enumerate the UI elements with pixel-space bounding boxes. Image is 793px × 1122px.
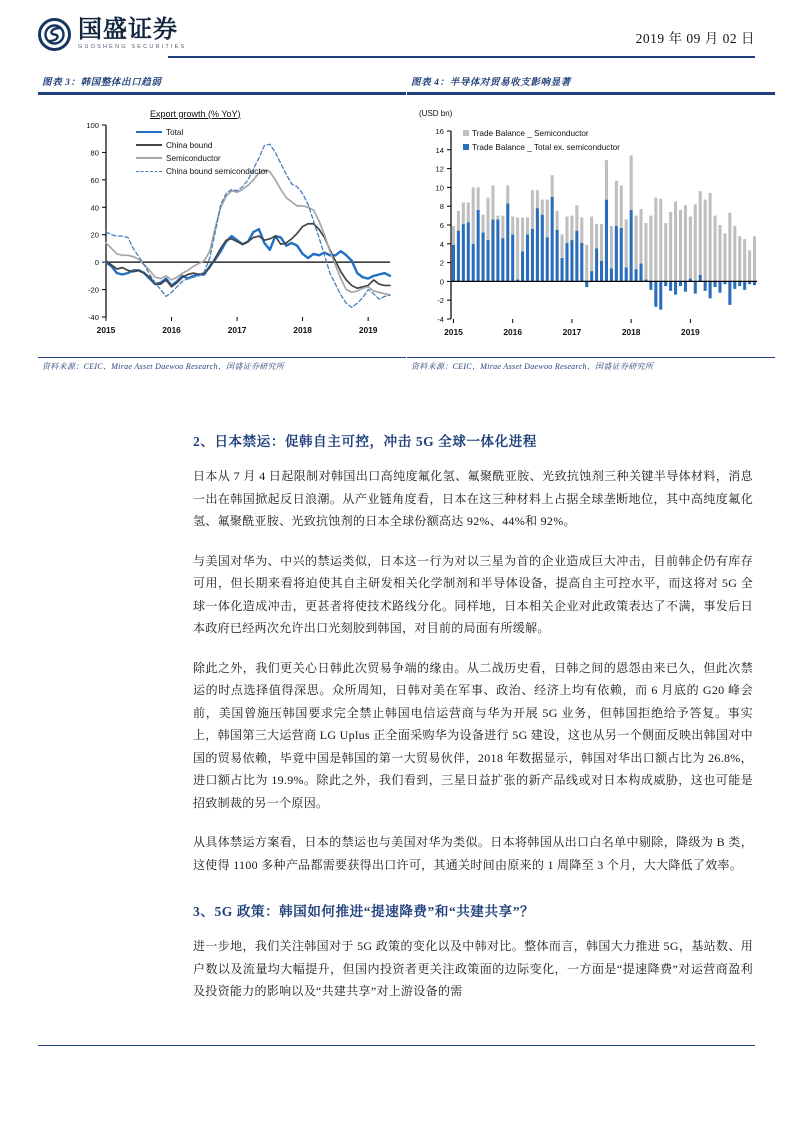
svg-text:2016: 2016 [503, 326, 523, 337]
legend-item-china-bound [136, 141, 212, 150]
logo-english-name: GUOSHENG SECURITIES [78, 44, 187, 50]
exhibit-3 [38, 74, 406, 372]
svg-text:40: 40 [90, 202, 99, 212]
logo-text-block [78, 18, 186, 51]
svg-text:-40: -40 [88, 312, 99, 322]
svg-text:20: 20 [90, 230, 99, 240]
svg-text:2017: 2017 [562, 326, 582, 337]
section-3-paragraph-1: 进一步地，我们关注韩国对于 5G 政策的变化以及中韩对比。整体而言，韩国大力推进 5G，基站数、用户数以及流量均大幅提升，但国内投资者更关注政策面的边际变化，一方面是“提速降费”对运营商盈利及投资能力的影响以及“共建共享”对上游设备的需 [193, 939, 753, 998]
svg-text:0: 0 [439, 276, 444, 286]
legend-label-total: Total [166, 127, 184, 137]
svg-text:-20: -20 [88, 285, 99, 295]
svg-text:2018: 2018 [621, 326, 641, 337]
svg-text:-4: -4 [437, 314, 444, 324]
company-logo [38, 18, 186, 51]
guosheng-logo-icon [38, 18, 71, 51]
svg-text:2019: 2019 [358, 324, 378, 335]
header-divider [168, 56, 755, 58]
section-2-paragraph-1: 日本从 7 月 4 日起限制对韩国出口高纯度氟化氢、氟聚酰亚胺、光致抗蚀剂三种关键半导体材料，消息一出在韩国掀起反日浪潮。从产业链角度看，日本在这三种材料上占据全球垄断地位，其中高纯度氟化氢、氟聚酰亚胺、光致抗蚀剂的日本全球份额高达 92%、44%和 92%。 [193, 469, 753, 528]
section-2-paragraph-3: 除此之外，我们更关心日韩此次贸易争端的缘由。从二战历史看，日韩之间的恩怨由来已久，但此次禁运的时点选择值得深思。众所周知，日韩对美在军事、政治、经济上均有依赖，而 6 月底的 G20 峰会前，美国曾施压韩国要求完全禁止韩国电信运营商与华为开展 5G 业务，但韩国拒绝给予答复。事实上，韩国第三大运营商 LG Uplus 正全面采购华为设备进行 5G 建设，这也从另一个侧面反映出韩国对中国的贸易依赖，毕竟中国是韩国的第一大贸易伙伴，2018 年数据显示，韩国对华出口额占比为 26.8%，进口额占比为 19.9%。除此之外，我们看到，三星日益扩张的新产品线或对日本构成威胁，这也可能是招致制裁的另一个原因。 [193, 660, 753, 810]
legend-swatch-total [136, 131, 162, 133]
exhibit-3-caption: 图表 3：韩国整体出口趋弱 [42, 78, 162, 88]
svg-text:60: 60 [90, 175, 99, 185]
svg-text:2: 2 [439, 258, 444, 268]
section-2-heading: 2、日本禁运：促韩自主可控，冲击 5G 全球一体化进程 [193, 434, 537, 449]
svg-text:8: 8 [439, 201, 444, 211]
legend-label-china-bound-semiconductor: China bound semiconductor [166, 166, 268, 176]
legend-swatch-semiconductor [136, 157, 162, 159]
report-date: 2019 年 09 月 02 日 [635, 31, 755, 46]
exhibit-3-chart [38, 95, 406, 357]
logo-chinese-name: 国盛证券 [78, 17, 178, 43]
legend-item-china-bound-semiconductor [136, 167, 268, 176]
legend-label-trade-balance-total-ex-semiconductor: Trade Balance _ Total ex. semiconductor [472, 142, 620, 152]
bar-chart-unit-label: (USD bn) [419, 108, 453, 118]
svg-text:2017: 2017 [227, 324, 247, 335]
svg-text:80: 80 [90, 147, 99, 157]
legend-item-semiconductor [136, 154, 221, 163]
svg-text:12: 12 [435, 164, 444, 174]
svg-text:2015: 2015 [96, 324, 116, 335]
article-body [193, 432, 753, 1020]
page-header [0, 0, 793, 68]
legend-swatch-trade-balance-semiconductor [463, 130, 469, 136]
svg-text:100: 100 [86, 120, 99, 130]
legend-item-trade-balance-total-ex-semiconductor [463, 143, 620, 152]
svg-text:14: 14 [435, 145, 444, 155]
svg-text:10: 10 [435, 182, 444, 192]
section-2-paragraph-4: 从具体禁运方案看，日本的禁运也与美国对华为类似。日本将韩国从出口白名单中剔除，降级为 B 类，这使得 1100 多种产品都需要获得出口许可，其通关时间由原来的 1 周降至 3 个月，大大降低了效率。 [193, 835, 753, 872]
svg-text:2018: 2018 [293, 324, 312, 335]
legend-item-total [136, 128, 183, 137]
svg-text:2015: 2015 [444, 326, 463, 337]
legend-swatch-china-bound [136, 144, 162, 146]
svg-text:4: 4 [439, 239, 444, 249]
svg-text:-2: -2 [437, 295, 444, 305]
exhibit-4 [407, 74, 775, 372]
exhibit-4-source: 资料来源：CEIC、Mirae Asset Daewoo Research、国盛证券研究所 [411, 362, 654, 372]
legend-label-trade-balance-semiconductor: Trade Balance _ Semiconductor [472, 128, 589, 138]
exhibit-4-caption: 图表 4：半导体对贸易收支影响显著 [411, 78, 571, 88]
line-chart-canvas [38, 95, 406, 357]
section-3-heading: 3、5G 政策：韩国如何推进“提速降费”和“共建共享”？ [193, 904, 535, 919]
legend-swatch-china-bound-semiconductor [136, 171, 162, 172]
legend-item-trade-balance-semiconductor [463, 129, 589, 138]
legend-label-china-bound: China bound [166, 140, 213, 150]
svg-text:6: 6 [439, 220, 444, 230]
line-chart-title: Export growth (% YoY) [150, 108, 241, 119]
exhibit-4-chart [407, 95, 775, 357]
section-2-paragraph-2: 与美国对华为、中兴的禁运类似，日本这一行为对以三星为首的企业造成巨大冲击，目前韩企仍有库存可用，但长期来看将迫使其自主研发相关化学制剂和半导体设备，提高自主可控水平，而这将对 5G 全球一体化造成冲击，更甚者将使技术路线分化。同样地，日本相关企业对此政策表达了不满，事发后日本政府已经两次允许出口光刻胶到韩国，对目前的局面有所缓解。 [193, 553, 753, 635]
svg-text:0: 0 [94, 257, 99, 267]
svg-text:16: 16 [435, 126, 444, 136]
svg-text:2016: 2016 [162, 324, 181, 335]
legend-label-semiconductor: Semiconductor [166, 153, 221, 163]
exhibit-3-source: 资料来源：CEIC、Mirae Asset Daewoo Research、国盛证券研究所 [42, 362, 285, 372]
svg-text:2019: 2019 [681, 326, 700, 337]
legend-swatch-trade-balance-total-ex-semiconductor [463, 144, 469, 150]
footer-divider [38, 1045, 755, 1046]
